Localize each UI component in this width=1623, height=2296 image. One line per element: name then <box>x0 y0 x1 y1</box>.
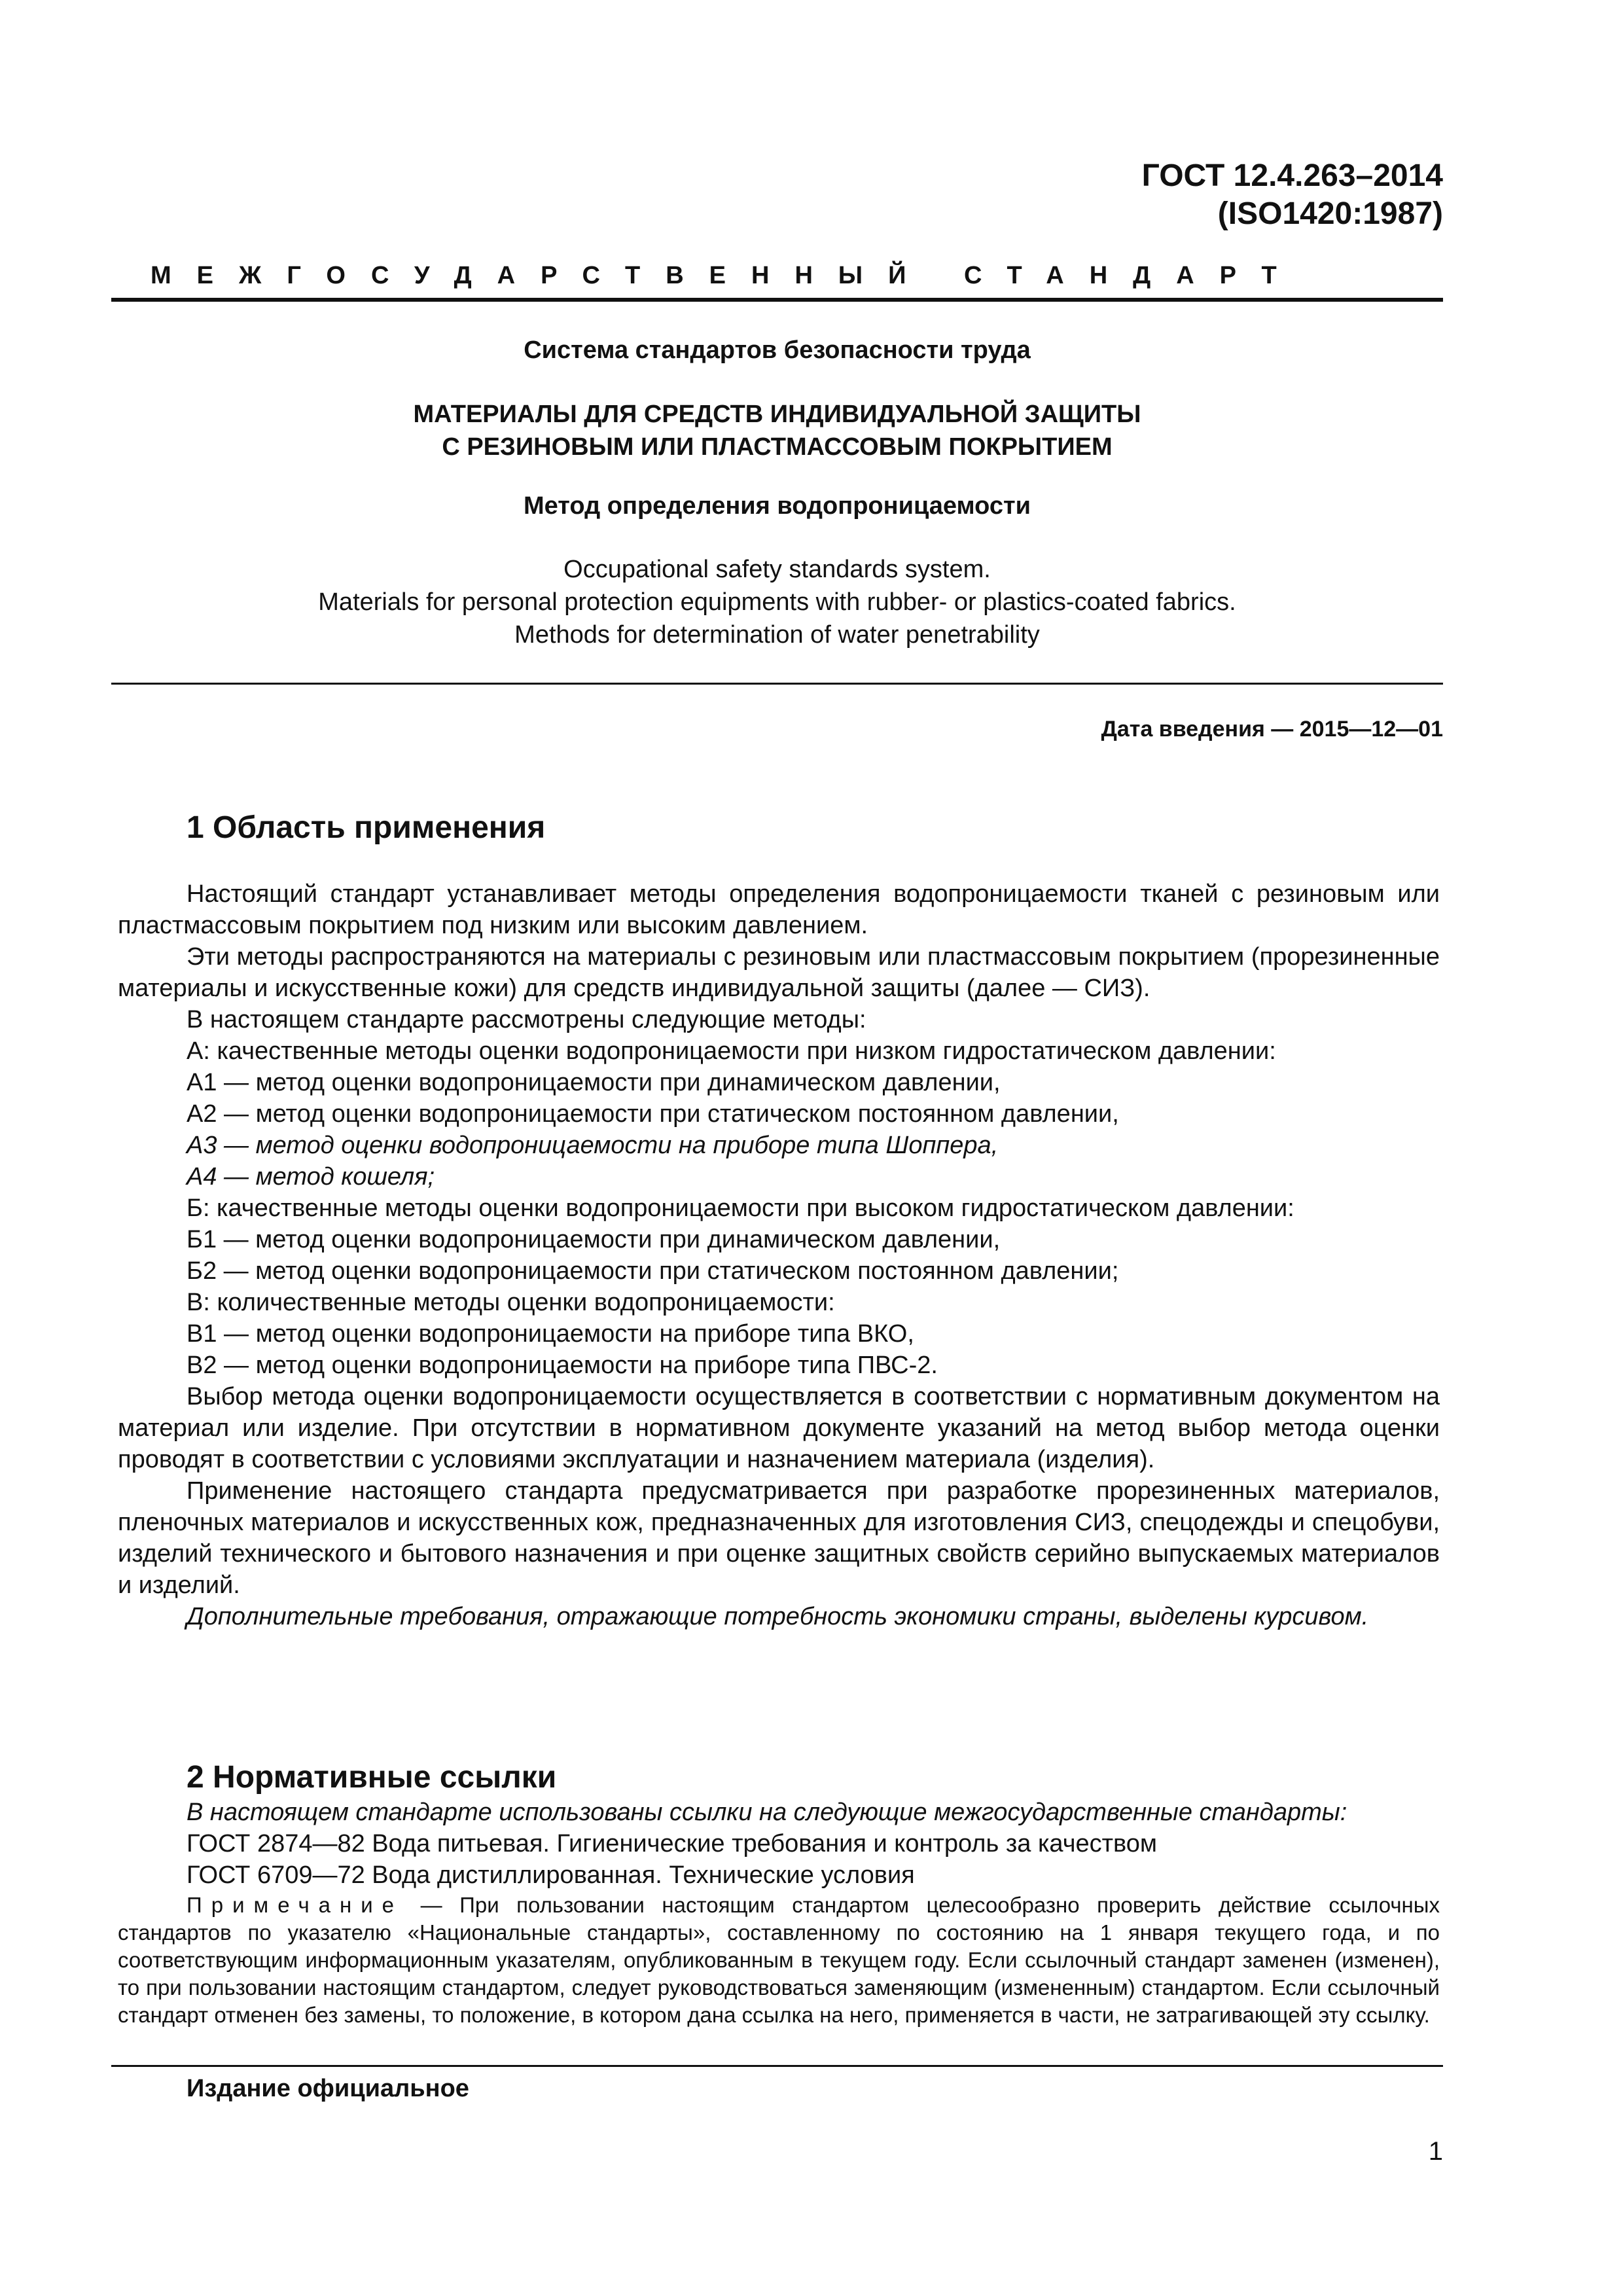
standards-system: Система стандартов безопасности труда <box>524 336 1031 364</box>
method-item: Б2 — метод оценки водопроницаемости при статическом постоянном давлении; <box>187 1257 1119 1285</box>
interstate-standard-label: МЕЖГОСУДАРСТВЕННЫЙ СТАНДАРТ <box>151 262 1302 289</box>
document-subtitle: Метод определения водопроницаемости <box>524 492 1031 520</box>
document-title <box>111 398 1443 463</box>
english-line-1: Occupational safety standards system. <box>563 556 991 583</box>
note-label: Примечание <box>187 1893 404 1917</box>
iso-number: (ISO1420:1987) <box>1217 196 1443 231</box>
english-line-3: Methods for determination of water penetrability <box>514 621 1040 649</box>
method-item: Б1 — метод оценки водопроницаемости при динамическом давлении, <box>187 1226 1001 1253</box>
section-2-heading: 2 Нормативные ссылки <box>187 1760 557 1795</box>
method-item: Б: качественные методы оценки водопроницаемости при высоком гидростатическом давлении: <box>187 1194 1294 1222</box>
official-edition-label: Издание официальное <box>187 2075 469 2102</box>
method-item: А4 — метод кошеля; <box>187 1163 435 1191</box>
english-line-2: Materials for personal protection equipments with rubber- or plastics-coated fabrics. <box>318 588 1236 616</box>
methods-intro: В настоящем стандарте рассмотрены следующие методы: <box>187 1006 866 1033</box>
references-note <box>118 1892 1440 2029</box>
english-title <box>111 553 1443 651</box>
section-1-body <box>118 878 1440 1632</box>
method-item: А3 — метод оценки водопроницаемости на приборе типа Шоппера, <box>187 1132 999 1159</box>
reference-item: ГОСТ 6709—72 Вода дистиллированная. Технические условия <box>187 1861 915 1889</box>
method-item: В2 — метод оценки водопроницаемости на приборе типа ПВС-2. <box>187 1352 938 1379</box>
method-item: В: количественные методы оценки водопроницаемости: <box>187 1289 835 1316</box>
scope-paragraph: Дополнительные требования, отражающие потребность экономики страны, выделены курсивом. <box>187 1603 1369 1630</box>
gost-designation <box>1142 157 1443 233</box>
page-number: 1 <box>1428 2137 1443 2166</box>
scope-paragraph: Настоящий стандарт устанавливает методы определения водопроницаемости тканей с резиновым или пластмассовым покрытием под низким или высоким давлением. <box>118 880 1440 939</box>
scope-paragraph: Эти методы распространяются на материалы с резиновым или пластмассовым покрытием (прорезиненные материалы и искусственные кожи) для средств индивидуальной защиты (далее — СИЗ). <box>118 943 1440 1002</box>
method-item: А1 — метод оценки водопроницаемости при динамическом давлении, <box>187 1069 1001 1096</box>
reference-item: ГОСТ 2874—82 Вода питьевая. Гигиенические требования и контроль за качеством <box>187 1830 1158 1857</box>
introduction-date: Дата введения — 2015—12—01 <box>1101 717 1443 742</box>
references-intro: В настоящем стандарте использованы ссылки на следующие межгосударственные стандарты: <box>187 1799 1347 1826</box>
scope-paragraph: Выбор метода оценки водопроницаемости осуществляется в соответствии с нормативным документом на материал или изделие. При отсутствии в нормативном документе указаний на метод выбор метода оценки проводят в соответствии с условиями эксплуатации и назначением материала (изделия). <box>118 1383 1440 1473</box>
title-line-1: МАТЕРИАЛЫ ДЛЯ СРЕДСТВ ИНДИВИДУАЛЬНОЙ ЗАЩИТЫ <box>413 401 1141 428</box>
section-2-body <box>118 1797 1440 1891</box>
header-divider <box>111 298 1443 302</box>
method-item: А2 — метод оценки водопроницаемости при статическом постоянном давлении, <box>187 1100 1119 1128</box>
title-line-2: С РЕЗИНОВЫМ ИЛИ ПЛАСТМАССОВЫМ ПОКРЫТИЕМ <box>442 433 1113 461</box>
scope-paragraph: Применение настоящего стандарта предусматривается при разработке прорезиненных материалов, пленочных материалов и искусственных кож, предназначенных для изготовления СИЗ, спецодежды и спецобуви, изделий технического и бытового назначения и при оценке защитных свойств серийно выпускаемых материалов и изделий. <box>118 1477 1440 1599</box>
method-item: В1 — метод оценки водопроницаемости на приборе типа ВКО, <box>187 1320 914 1348</box>
title-divider <box>111 683 1443 685</box>
gost-number: ГОСТ 12.4.263–2014 <box>1141 158 1443 193</box>
method-item: А: качественные методы оценки водопроницаемости при низком гидростатическом давлении: <box>187 1037 1276 1065</box>
note-text: — При пользовании настоящим стандартом целесообразно проверить действие ссылочных стандартов по указателю «Национальные стандарты», составленному по состоянию на 1 января текущего года, и по соответствующим информационным указателям, опубликованным в текущем году. Если ссылочный стандарт заменен (изменен), то при пользовании настоящим стандартом, следует руководствоваться заменяющим (измененным) стандартом. Если ссылочный стандарт отменен без замены, то положение, в котором дана ссылка на него, применяется в части, не затрагивающей эту ссылку. <box>118 1893 1440 2027</box>
section-1-heading: 1 Область применения <box>187 810 546 845</box>
footer-divider <box>111 2065 1443 2067</box>
